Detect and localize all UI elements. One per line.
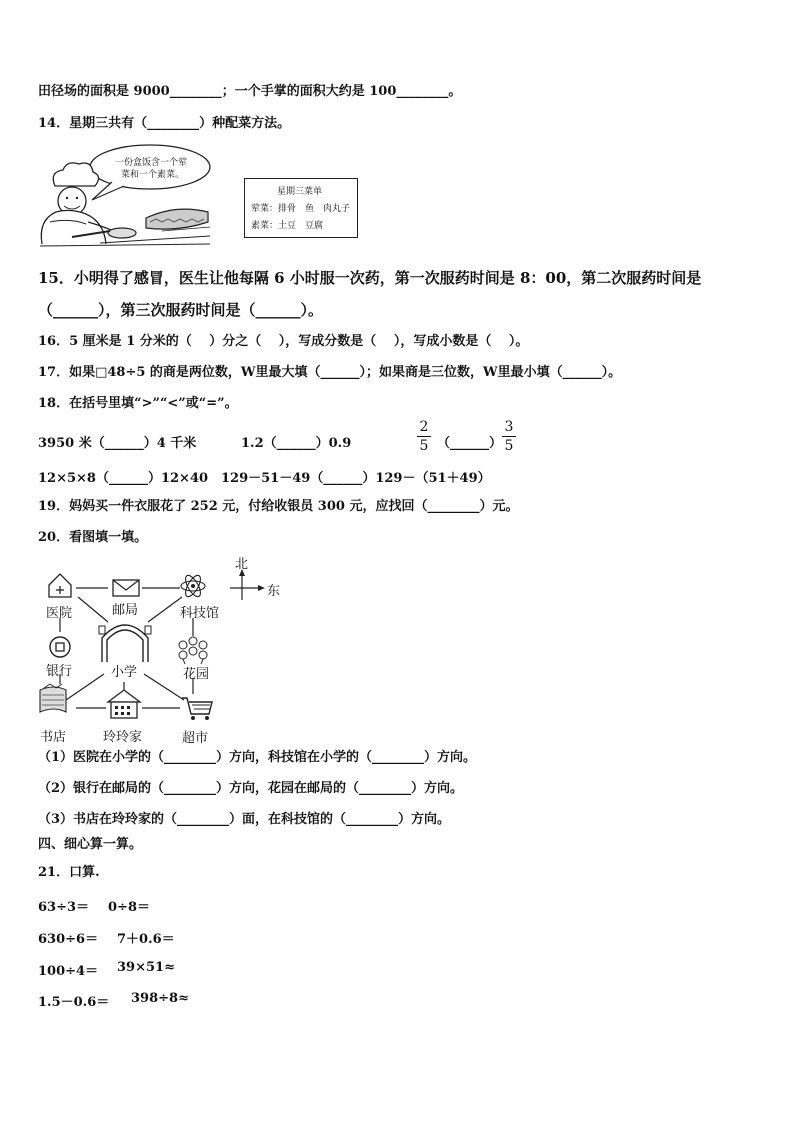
q20-part2: （2）银行在邮局的（________）方向，花园在邮局的（________）方向。 [38, 781, 464, 796]
calc-1a: 63÷3＝ [38, 900, 90, 915]
label-tech-museum: 科技馆 [180, 606, 220, 621]
compass-north: 北 [235, 557, 249, 572]
calc-2b: 7＋0.6＝ [117, 932, 175, 947]
q14: 14．星期三共有（________）种配菜方法。 [38, 116, 291, 131]
label-supermarket: 超市 [182, 731, 209, 746]
label-hospital: 医院 [46, 606, 73, 621]
books-icon [40, 684, 66, 712]
label-school: 小学 [111, 665, 138, 680]
fraction-3-5: 3 5 [502, 419, 516, 454]
q19: 19．妈妈买一件衣服花了 252 元，付给收银员 300 元，应找回（________）元。 [38, 499, 519, 514]
q20: 20．看图填一填。 [38, 530, 148, 545]
menu-meat: 荤菜：排骨 鱼 肉丸子 [251, 204, 351, 214]
q20-part1: （1）医院在小学的（________）方向，科技馆在小学的（________）方向。 [38, 750, 477, 765]
compass-east: 东 [267, 584, 281, 599]
q20-part3: （3）书店在玲玲家的（________）面，在科技馆的（________）方向。 [38, 812, 451, 827]
flower-icon [179, 637, 207, 664]
menu-title: 星期三菜单 [277, 187, 323, 197]
q13-continuation: 田径场的面积是 9000________；一个手掌的面积大约是 100________。 [38, 84, 462, 99]
envelope-icon [113, 580, 139, 596]
label-post-office: 邮局 [112, 603, 139, 618]
menu-veg: 素菜：土豆 豆腐 [251, 221, 324, 231]
q18: 18．在括号里填“>”“<”或“=”。 [38, 396, 238, 411]
bubble-text-2: 菜和一个素菜。 [121, 170, 185, 180]
q15-line1: 15．小明得了感冒，医生让他每隔 6 小时服一次药，第一次服药时间是 8：00，第二次服药时间是 [38, 269, 702, 287]
calc-2a: 630÷6＝ [38, 932, 99, 947]
bubble-text-1: 一份盒饭含一个荤 [115, 158, 188, 168]
atom-icon [181, 573, 205, 599]
calc-3b: 39×51≈ [117, 960, 175, 975]
house-icon [108, 690, 140, 718]
calc-1b: 0÷8＝ [108, 900, 150, 915]
q18-compare-2: 1.2（______）0.9 [241, 436, 352, 451]
q21: 21．口算. [38, 865, 100, 880]
label-home: 玲玲家 [103, 730, 143, 745]
section-four-heading: 四、细心算一算。 [38, 837, 143, 852]
calc-4b: 398÷8≈ [131, 991, 189, 1006]
calc-4a: 1.5－0.6＝ [38, 995, 110, 1010]
q17: 17．如果□48÷5 的商是两位数，W里最大填（______）；如果商是三位数，W里最小填（______）。 [38, 365, 622, 380]
q15-line2: （______），第三次服药时间是（______）。 [38, 301, 324, 319]
q16: 16．5 厘米是 1 分米的（ ）分之（ ），写成分数是（ ），写成小数是（ ）。 [38, 334, 529, 349]
label-garden: 花园 [183, 667, 210, 682]
label-bookstore: 书店 [40, 730, 67, 745]
q18-compare-3: （______） [437, 436, 503, 451]
label-bank: 银行 [46, 664, 73, 679]
shopping-cart-icon [182, 698, 212, 720]
calc-3a: 100÷4＝ [38, 964, 99, 979]
coin-icon [50, 637, 70, 657]
school-gate-icon [99, 625, 151, 662]
q18-compare-5: 129－51－49（______）129－（51＋49） [221, 471, 491, 486]
q18-compare-4: 12×5×8（______）12×40 [38, 471, 209, 486]
hospital-icon [49, 574, 71, 597]
q18-compare-1: 3950 米（______）4 千米 [38, 436, 197, 451]
fraction-2-5: 2 5 [417, 419, 431, 454]
